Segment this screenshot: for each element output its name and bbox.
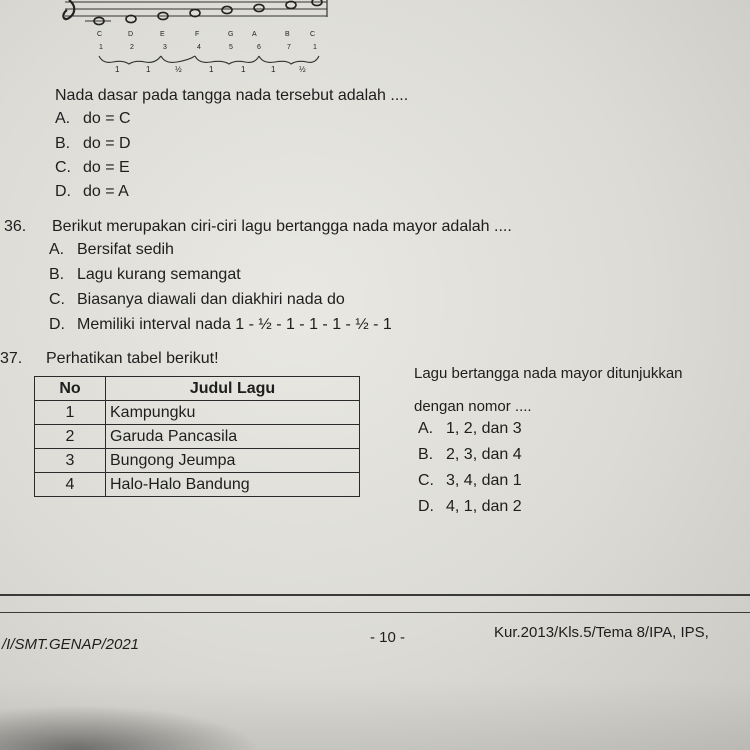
song-table [34,376,360,497]
scale-degree-number: 6 [257,44,261,51]
scale-interval: ½ [299,65,306,74]
column-header-no: No [35,377,106,401]
option-a[interactable] [55,110,131,128]
option-text: do = E [83,159,130,176]
option-letter: B. [55,135,71,152]
option-letter: D. [418,498,434,515]
corner-shadow [0,705,260,750]
option-c[interactable] [55,159,130,177]
option-text: Biasanya diawali dan diakhiri nada do [77,291,345,308]
table-cell-no: 4 [35,473,106,497]
question-line-2: dengan nomor .... [414,398,532,415]
footer-left: /I/SMT.GENAP/2021 [2,636,140,653]
table-cell-no: 1 [35,401,106,425]
option-d[interactable] [49,316,392,334]
table-header-row [35,377,360,401]
table-cell-title: Halo-Halo Bandung [106,473,360,497]
option-letter: A. [418,420,434,437]
option-a[interactable] [418,420,522,438]
scale-note-letter: F [195,31,200,38]
scale-degree-number: 3 [163,44,167,51]
table-row [35,401,360,425]
option-letter: C. [55,159,71,176]
option-text: Bersifat sedih [77,241,174,258]
question-prompt: Perhatikan tabel berikut! [46,350,219,367]
option-text: 2, 3, dan 4 [446,446,522,463]
option-letter: A. [49,241,65,258]
table-cell-no: 3 [35,449,106,473]
scale-degree-number: 2 [130,44,134,51]
page-number: - 10 - [370,629,406,646]
option-letter: C. [49,291,65,308]
scale-note-letter: C [97,31,103,38]
table-cell-title: Garuda Pancasila [106,425,360,449]
table-cell-title: Bungong Jeumpa [106,449,360,473]
scale-note-letter: A [252,31,257,38]
footer-rule-top [0,594,750,596]
table-row [35,449,360,473]
scale-degree-number: 7 [287,44,291,51]
question-line-1: Lagu bertangga nada mayor ditunjukkan [414,365,683,382]
scale-degree-number: 1 [99,44,103,51]
music-staff [55,0,345,30]
table-row [35,473,360,497]
option-letter: D. [55,183,71,200]
option-c[interactable] [418,472,522,490]
option-letter: A. [55,110,71,127]
table-cell-no: 2 [35,425,106,449]
scale-interval: 1 [209,65,214,74]
scale-interval: 1 [146,65,151,74]
column-header-title: Judul Lagu [106,377,360,401]
table-row [35,425,360,449]
option-d[interactable] [55,183,129,201]
option-text: 1, 2, dan 3 [446,420,522,437]
question-number: 36. [4,218,27,235]
table-cell-title: Kampungku [106,401,360,425]
option-letter: C. [418,472,434,489]
scale-degree-number: 5 [229,44,233,51]
option-text: do = D [83,135,131,152]
scale-note-letter: D [128,31,134,38]
option-text: 3, 4, dan 1 [446,472,522,489]
scale-degree-number: 4 [197,44,201,51]
option-letter: B. [418,446,434,463]
scale-interval: 1 [241,65,246,74]
option-text: 4, 1, dan 2 [446,498,522,515]
option-text: Lagu kurang semangat [77,266,241,283]
option-b[interactable] [418,446,522,464]
scale-note-letter: G [228,31,234,38]
question-prompt: Berikut merupakan ciri-ciri lagu bertangga nada mayor adalah .... [52,218,512,235]
scale-note-letter: E [160,31,165,38]
scale-interval: 1 [271,65,276,74]
scale-note-letter: B [285,31,290,38]
footer-right: Kur.2013/Kls.5/Tema 8/IPA, IPS, [494,624,709,641]
option-letter: D. [49,316,65,333]
scale-note-letter: C [310,31,316,38]
option-text: Memiliki interval nada 1 - ½ - 1 - 1 - 1 - ½ - 1 [77,316,392,333]
option-text: do = A [83,183,129,200]
option-b[interactable] [49,266,241,284]
option-letter: B. [49,266,65,283]
option-a[interactable] [49,241,174,259]
question-prompt: Nada dasar pada tangga nada tersebut adalah .... [55,87,409,104]
option-d[interactable] [418,498,522,516]
footer-rule-bottom [0,612,750,613]
option-c[interactable] [49,291,345,309]
scale-interval: ½ [175,65,182,74]
scale-interval: 1 [115,65,120,74]
question-number: 37. [0,350,23,367]
option-text: do = C [83,110,131,127]
option-b[interactable] [55,135,131,153]
scale-degree-number: 1 [313,44,317,51]
